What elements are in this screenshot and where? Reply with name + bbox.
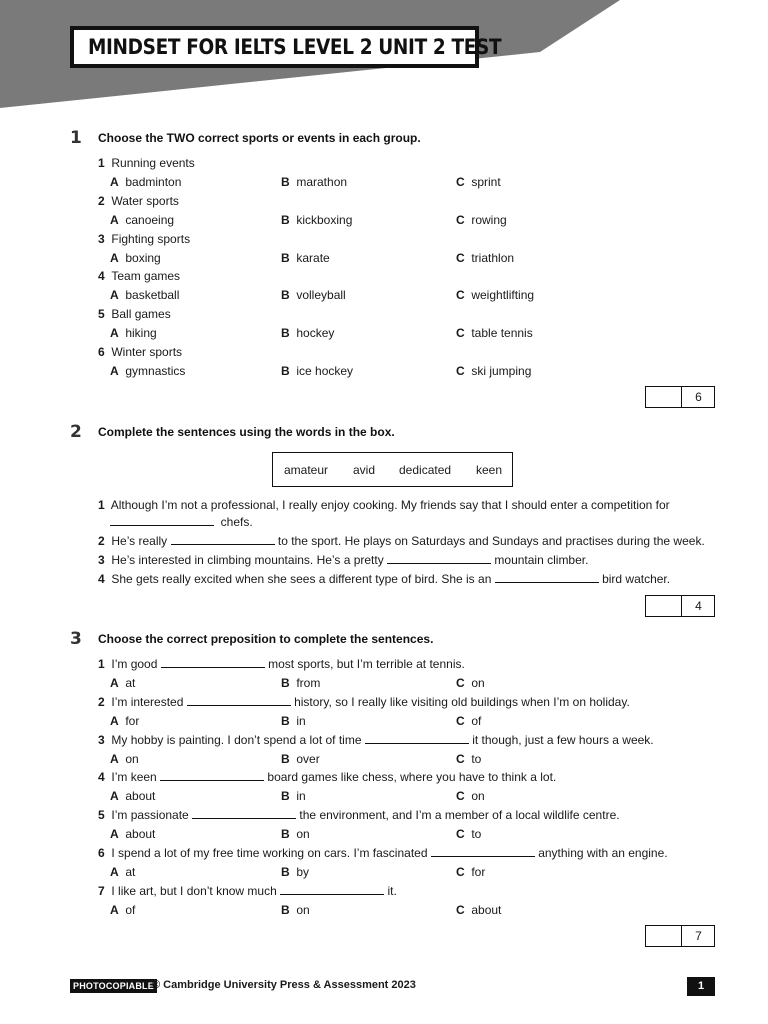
answer-option[interactable] bbox=[456, 251, 514, 265]
section-2-score-max: 4 bbox=[695, 599, 702, 613]
answer-option[interactable] bbox=[110, 288, 179, 302]
option-text: hockey bbox=[296, 326, 335, 341]
s3-question bbox=[98, 695, 630, 709]
option-text: table tennis bbox=[471, 326, 533, 341]
option-letter: C bbox=[456, 212, 465, 227]
answer-option[interactable] bbox=[110, 326, 157, 340]
answer-option[interactable] bbox=[281, 213, 352, 227]
item-number: 6 bbox=[98, 345, 105, 359]
s3-question bbox=[98, 846, 668, 860]
option-letter: B bbox=[281, 789, 290, 804]
item-number: 1 bbox=[98, 498, 105, 512]
option-letter: A bbox=[110, 175, 119, 189]
s3-question bbox=[98, 657, 465, 671]
answer-blank[interactable] bbox=[160, 770, 264, 781]
item-text: My hobby is painting. I don’t spend a lot of time bbox=[111, 732, 362, 747]
photocopiable-badge: PHOTOCOPIABLE bbox=[70, 979, 157, 993]
answer-option[interactable] bbox=[456, 213, 507, 227]
item-text: mountain climber. bbox=[494, 553, 589, 567]
answer-option[interactable] bbox=[281, 251, 330, 265]
option-letter: A bbox=[110, 326, 119, 341]
option-text: ski jumping bbox=[471, 364, 532, 378]
section-1-score-box[interactable] bbox=[645, 386, 715, 408]
option-text: on bbox=[296, 827, 310, 842]
answer-option[interactable] bbox=[281, 326, 334, 340]
answer-blank[interactable] bbox=[495, 572, 599, 583]
item-number: 6 bbox=[98, 846, 105, 860]
option-text: for bbox=[471, 865, 486, 879]
item-number: 3 bbox=[98, 231, 105, 246]
option-text: from bbox=[296, 676, 321, 690]
answer-option[interactable] bbox=[110, 364, 185, 378]
s2-item-3 bbox=[98, 553, 588, 567]
option-letter: B bbox=[281, 751, 290, 766]
title-box bbox=[70, 26, 502, 68]
option-letter: B bbox=[281, 364, 290, 378]
option-letter: B bbox=[281, 250, 290, 265]
option-letter: C bbox=[456, 175, 465, 189]
option-text: gymnastics bbox=[125, 364, 186, 378]
option-text: hiking bbox=[125, 326, 157, 341]
item-text: board games like chess, where you have to think a lot. bbox=[267, 770, 557, 785]
option-text: at bbox=[125, 865, 136, 879]
option-text: marathon bbox=[296, 175, 348, 189]
item-number: 5 bbox=[98, 307, 105, 322]
option-text: about bbox=[125, 827, 156, 842]
answer-blank[interactable] bbox=[192, 808, 296, 819]
item-text: I like art, but I don’t know much bbox=[111, 883, 277, 898]
s1-question bbox=[98, 345, 182, 359]
answer-option[interactable] bbox=[456, 903, 501, 917]
option-text: by bbox=[296, 865, 310, 879]
answer-option[interactable] bbox=[110, 714, 139, 728]
item-text: chefs. bbox=[220, 515, 253, 529]
item-text: He’s interested in climbing mountains. He’s a pretty bbox=[111, 553, 384, 567]
item-text: She gets really excited when she sees a different type of bird. She is an bbox=[111, 572, 492, 586]
option-text: weightlifting bbox=[471, 288, 535, 303]
item-text: I’m good bbox=[111, 657, 158, 671]
answer-option[interactable] bbox=[456, 288, 534, 302]
answer-option[interactable] bbox=[281, 827, 310, 841]
answer-option[interactable] bbox=[281, 364, 353, 378]
item-number: 2 bbox=[98, 534, 105, 548]
item-text: I spend a lot of my free time working on cars. I’m fascinated bbox=[111, 846, 428, 860]
word-box-item: keen bbox=[476, 463, 503, 477]
answer-blank[interactable] bbox=[431, 846, 535, 857]
item-number: 4 bbox=[98, 770, 105, 785]
answer-option[interactable] bbox=[281, 789, 306, 803]
answer-option[interactable] bbox=[110, 789, 155, 803]
section-2-score-box[interactable] bbox=[645, 595, 715, 617]
item-text: I’m keen bbox=[111, 770, 157, 785]
answer-blank[interactable] bbox=[171, 534, 275, 545]
item-text: most sports, but I’m terrible at tennis. bbox=[268, 657, 465, 671]
option-text: of bbox=[125, 902, 136, 917]
option-text: to bbox=[471, 827, 482, 842]
option-letter: A bbox=[110, 865, 119, 879]
option-letter: A bbox=[110, 827, 119, 842]
option-text: kickboxing bbox=[296, 212, 353, 227]
answer-option[interactable] bbox=[456, 865, 485, 879]
option-text: for bbox=[125, 713, 140, 728]
option-letter: A bbox=[110, 250, 119, 265]
answer-option[interactable] bbox=[456, 326, 533, 340]
option-letter: B bbox=[281, 865, 290, 879]
answer-option[interactable] bbox=[281, 714, 306, 728]
item-number: 3 bbox=[98, 732, 105, 747]
answer-option[interactable] bbox=[456, 789, 485, 803]
answer-option[interactable] bbox=[281, 752, 320, 766]
item-text: it. bbox=[387, 883, 397, 898]
option-text: to bbox=[471, 751, 482, 766]
item-text: Ball games bbox=[111, 307, 171, 322]
answer-option[interactable] bbox=[110, 213, 174, 227]
answer-option[interactable] bbox=[281, 903, 310, 917]
option-letter: C bbox=[456, 713, 465, 728]
section-2-number: 2 bbox=[70, 422, 82, 442]
answer-option[interactable] bbox=[110, 827, 155, 841]
s3-question bbox=[98, 770, 556, 784]
option-text: boxing bbox=[125, 250, 161, 265]
answer-option[interactable] bbox=[110, 251, 161, 265]
option-text: on bbox=[471, 676, 485, 690]
option-letter: C bbox=[456, 827, 465, 842]
option-text: about bbox=[125, 789, 156, 804]
item-number: 1 bbox=[98, 156, 105, 170]
answer-option[interactable] bbox=[110, 865, 135, 879]
item-text: Water sports bbox=[111, 193, 179, 208]
item-text: I’m interested bbox=[111, 694, 184, 709]
option-letter: C bbox=[456, 789, 465, 804]
page-number: 1 bbox=[687, 977, 715, 996]
section-1-score-max: 6 bbox=[695, 390, 702, 404]
option-text: in bbox=[296, 713, 306, 728]
item-text: the environment, and I’m a member of a local wildlife centre. bbox=[299, 808, 620, 823]
option-text: of bbox=[471, 713, 482, 728]
s2-item-4 bbox=[98, 572, 670, 586]
option-letter: B bbox=[281, 212, 290, 227]
item-number: 3 bbox=[98, 553, 105, 567]
item-text: He’s really bbox=[111, 534, 168, 548]
option-letter: A bbox=[110, 751, 119, 766]
section-3-score-box[interactable] bbox=[645, 925, 715, 947]
page-title: MINDSET FOR IELTS LEVEL 2 UNIT 2 TEST bbox=[88, 35, 502, 59]
word-box-item: dedicated bbox=[399, 463, 452, 477]
section-1-instruction: Choose the TWO correct sports or events in each group. bbox=[98, 131, 421, 145]
option-letter: A bbox=[110, 713, 119, 728]
s3-question bbox=[98, 733, 654, 747]
answer-option[interactable] bbox=[456, 676, 485, 690]
item-text: Winter sports bbox=[111, 345, 183, 359]
option-text: at bbox=[125, 676, 136, 690]
option-letter: C bbox=[456, 902, 465, 917]
option-letter: B bbox=[281, 288, 290, 303]
answer-option[interactable] bbox=[110, 903, 135, 917]
option-letter: A bbox=[110, 676, 119, 690]
option-letter: B bbox=[281, 175, 290, 189]
option-text: on bbox=[471, 789, 485, 804]
option-text: sprint bbox=[471, 175, 501, 189]
option-text: in bbox=[296, 789, 306, 804]
item-number: 7 bbox=[98, 883, 105, 898]
item-text: history, so I really like visiting old buildings when I’m on holiday. bbox=[294, 694, 630, 709]
section-2-instruction: Complete the sentences using the words in the box. bbox=[98, 425, 395, 439]
option-letter: C bbox=[456, 865, 465, 879]
option-text: ice hockey bbox=[296, 364, 354, 378]
option-text: basketball bbox=[125, 288, 180, 303]
option-letter: A bbox=[110, 288, 119, 303]
section-3-instruction: Choose the correct preposition to complete the sentences. bbox=[98, 632, 434, 646]
item-text: anything with an engine. bbox=[538, 846, 668, 860]
answer-blank[interactable] bbox=[280, 884, 384, 895]
option-text: over bbox=[296, 751, 320, 766]
s1-question bbox=[98, 156, 195, 170]
s3-question bbox=[98, 884, 397, 898]
option-text: triathlon bbox=[471, 250, 515, 265]
option-text: on bbox=[125, 751, 139, 766]
item-number: 2 bbox=[98, 694, 105, 709]
item-number: 1 bbox=[98, 657, 105, 671]
option-letter: A bbox=[110, 364, 119, 378]
answer-option[interactable] bbox=[110, 175, 181, 189]
option-letter: B bbox=[281, 827, 290, 842]
answer-option[interactable] bbox=[110, 752, 139, 766]
answer-blank[interactable] bbox=[387, 553, 491, 564]
item-text: Running events bbox=[111, 156, 195, 170]
option-letter: C bbox=[456, 288, 465, 303]
option-text: volleyball bbox=[296, 288, 346, 303]
s1-question bbox=[98, 194, 179, 208]
option-letter: A bbox=[110, 902, 119, 917]
option-letter: C bbox=[456, 676, 465, 690]
word-box bbox=[272, 452, 513, 487]
answer-option[interactable] bbox=[456, 714, 481, 728]
option-letter: C bbox=[456, 250, 465, 265]
section-1-number: 1 bbox=[70, 128, 82, 148]
answer-option[interactable] bbox=[110, 676, 135, 690]
answer-blank[interactable] bbox=[110, 515, 214, 526]
option-letter: C bbox=[456, 751, 465, 766]
word-box-item: amateur bbox=[284, 463, 329, 477]
s1-question bbox=[98, 232, 190, 246]
option-text: karate bbox=[296, 250, 330, 265]
item-number: 2 bbox=[98, 193, 105, 208]
copyright-text: © Cambridge University Press & Assessment 2023 bbox=[152, 979, 416, 991]
option-letter: B bbox=[281, 676, 290, 690]
s2-item-2 bbox=[98, 534, 705, 548]
item-text: I’m passionate bbox=[111, 808, 189, 823]
item-number: 4 bbox=[98, 269, 105, 284]
section-3-score-max: 7 bbox=[695, 929, 702, 943]
option-text: canoeing bbox=[125, 212, 175, 227]
option-letter: C bbox=[456, 364, 465, 378]
option-text: about bbox=[471, 902, 502, 917]
item-text: Although I’m not a professional, I really enjoy cooking. My friends say that I should enter a competition for bbox=[110, 498, 670, 512]
answer-blank[interactable] bbox=[187, 695, 291, 706]
answer-option[interactable] bbox=[281, 865, 309, 879]
word-box-item: avid bbox=[353, 463, 376, 477]
answer-blank[interactable] bbox=[365, 733, 469, 744]
s3-question bbox=[98, 808, 620, 822]
s1-question bbox=[98, 307, 171, 321]
answer-option[interactable] bbox=[281, 288, 346, 302]
answer-option[interactable] bbox=[456, 364, 531, 378]
option-letter: A bbox=[110, 212, 119, 227]
answer-option[interactable] bbox=[456, 752, 481, 766]
option-letter: C bbox=[456, 326, 465, 341]
option-text: badminton bbox=[125, 175, 182, 189]
s2-item-1 bbox=[98, 498, 670, 512]
option-letter: B bbox=[281, 713, 290, 728]
option-text: on bbox=[296, 902, 310, 917]
option-text: rowing bbox=[471, 212, 507, 227]
item-number: 5 bbox=[98, 808, 105, 823]
answer-option[interactable] bbox=[281, 175, 347, 189]
item-text: to the sport. He plays on Saturdays and Sundays and practises during the week. bbox=[277, 534, 705, 548]
s1-question bbox=[98, 269, 180, 283]
option-letter: B bbox=[281, 902, 290, 917]
option-letter: A bbox=[110, 789, 119, 804]
option-letter: B bbox=[281, 326, 290, 341]
item-text: Team games bbox=[111, 269, 181, 284]
answer-option[interactable] bbox=[456, 827, 481, 841]
item-text: it though, just a few hours a week. bbox=[472, 732, 654, 747]
item-text: bird watcher. bbox=[602, 572, 671, 586]
answer-option[interactable] bbox=[456, 175, 501, 189]
s2-item-1-line2 bbox=[110, 515, 253, 529]
item-text: Fighting sports bbox=[111, 231, 191, 246]
answer-option[interactable] bbox=[281, 676, 320, 690]
answer-blank[interactable] bbox=[161, 657, 265, 668]
section-3-number: 3 bbox=[70, 629, 82, 649]
item-number: 4 bbox=[98, 572, 105, 586]
